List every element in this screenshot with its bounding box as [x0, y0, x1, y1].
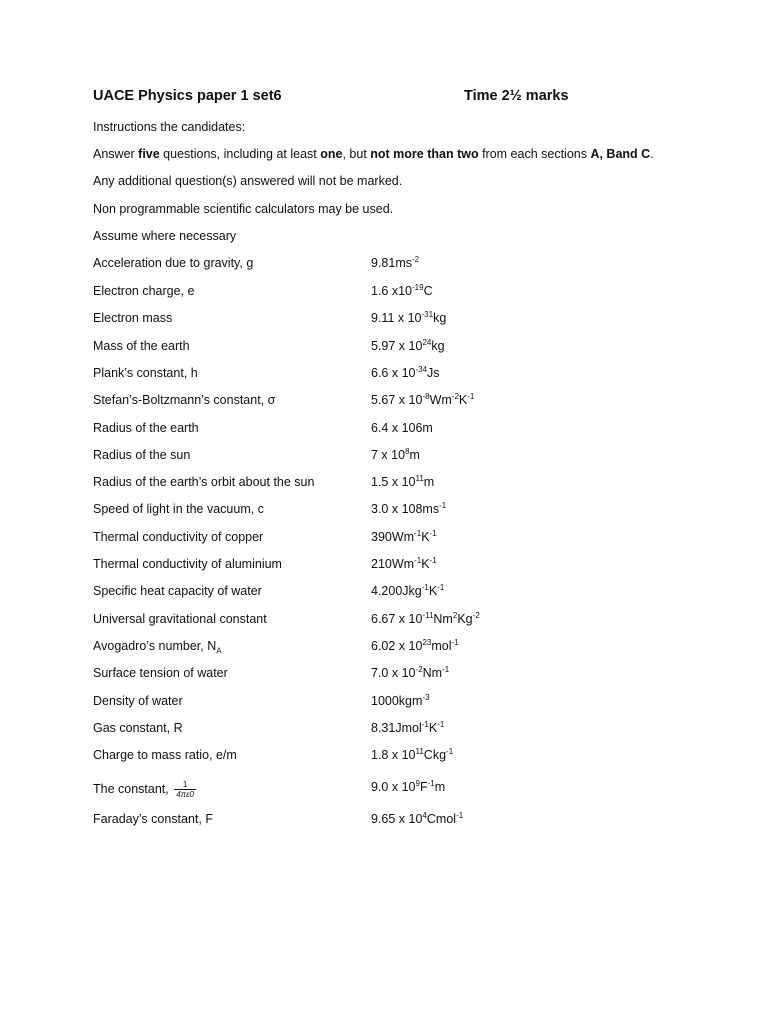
constant-value — [371, 311, 446, 325]
value-unit: Js — [427, 366, 440, 380]
value-exponent: -1 — [456, 810, 464, 820]
constant-label — [93, 448, 190, 462]
constant-label — [93, 721, 183, 735]
value-unit: kg — [433, 311, 447, 325]
value-exponent: 2 — [452, 610, 458, 620]
value-exponent: 11 — [415, 473, 424, 483]
instructions-heading: Instructions the candidates: — [93, 120, 246, 134]
constant-label — [93, 666, 228, 680]
value-exponent: -1 — [467, 391, 475, 401]
value-exponent: -1 — [429, 555, 437, 565]
constant-label — [93, 475, 314, 489]
constant-label — [93, 530, 263, 544]
value-unit: F — [419, 780, 428, 794]
value-text: 5.97 x 10 — [371, 339, 423, 353]
constant-value — [371, 639, 459, 653]
constant-row — [93, 812, 693, 832]
constant-value — [371, 530, 437, 544]
value-unit: m — [423, 475, 435, 489]
constant-row — [93, 530, 693, 550]
constant-row — [93, 748, 693, 768]
constant-label — [93, 393, 275, 407]
constant-label-text: Specific heat capacity of water — [93, 584, 262, 598]
constant-value — [371, 284, 433, 298]
value-exponent: -1 — [437, 719, 445, 729]
value-text: 3.0 x 108ms — [371, 502, 440, 516]
constant-label — [93, 421, 199, 435]
constant-label-text: Surface tension of water — [93, 666, 228, 680]
constant-label — [93, 748, 237, 762]
constant-row — [93, 666, 693, 686]
answer-text-4: from each sections — [478, 147, 591, 161]
constant-label-text: Radius of the earth — [93, 421, 199, 435]
answer-text-3: , but — [342, 147, 371, 161]
value-text: 1.5 x 10 — [371, 475, 416, 489]
value-text: 6.67 x 10 — [371, 612, 423, 626]
value-exponent: 9 — [415, 778, 420, 788]
constant-label-text: Avogadro’s number, N — [93, 639, 217, 653]
constant-value — [371, 502, 446, 516]
value-exponent: -1 — [414, 555, 422, 565]
value-unit: kg — [431, 339, 445, 353]
constant-value — [371, 393, 474, 407]
value-exponent: -1 — [446, 746, 454, 756]
value-exponent: -1 — [451, 637, 459, 647]
value-exponent: -1 — [421, 582, 429, 592]
value-exponent: -2 — [451, 391, 459, 401]
value-text: 9.11 x 10 — [371, 311, 422, 325]
constant-value — [371, 366, 440, 380]
constant-label — [93, 284, 194, 298]
constant-row — [93, 612, 693, 632]
value-exponent: -1 — [427, 778, 435, 788]
value-unit: Cmol — [426, 812, 457, 826]
value-unit: K — [428, 721, 438, 735]
value-text: 1.8 x 10 — [371, 748, 416, 762]
value-unit: m — [409, 448, 420, 462]
value-unit: K — [421, 557, 430, 571]
constant-value — [371, 812, 463, 826]
constant-row — [93, 421, 693, 441]
calculator-note: Non programmable scientific calculators may be used. — [93, 202, 394, 216]
constant-value — [371, 721, 444, 735]
constant-row — [93, 311, 693, 331]
constant-label — [93, 639, 222, 656]
value-text: 7.0 x 10 — [371, 666, 416, 680]
value-unit: K — [421, 530, 430, 544]
constant-label-text: Speed of light in the vacuum, c — [93, 502, 264, 516]
value-exponent: -1 — [429, 528, 437, 538]
answer-text-1: Answer — [93, 147, 139, 161]
value-exponent: 11 — [415, 746, 424, 756]
value-unit: C — [423, 284, 433, 298]
value-unit: Wm — [429, 393, 452, 407]
answer-instruction — [93, 147, 654, 161]
value-text: 9.0 x 10 — [371, 780, 416, 794]
constant-label — [93, 311, 172, 325]
value-text: 5.67 x 10 — [371, 393, 423, 407]
constant-label — [93, 256, 253, 270]
value-text: 6.6 x 10 — [371, 366, 416, 380]
value-exponent: -1 — [437, 582, 445, 592]
paper-title: UACE Physics paper 1 set6 — [93, 88, 282, 104]
constant-label-text: Universal gravitational constant — [93, 612, 267, 626]
value-exponent: -11 — [422, 610, 434, 620]
constant-label-text: Acceleration due to gravity, g — [93, 256, 254, 270]
fraction-symbol — [174, 780, 196, 799]
value-text: 390Wm — [371, 530, 415, 544]
value-exponent: -1 — [421, 719, 429, 729]
constant-label-text: Stefan’s-Boltzmann’s constant, σ — [93, 393, 276, 407]
constant-label — [93, 339, 190, 353]
constant-label-text: Electron charge, e — [93, 284, 195, 298]
value-exponent: 23 — [422, 637, 432, 647]
constant-value — [371, 666, 449, 680]
value-exponent: -2 — [472, 610, 480, 620]
constant-value — [371, 557, 437, 571]
time-label: Time 2½ marks — [464, 88, 569, 104]
constant-label-text: Charge to mass ratio, e/m — [93, 748, 237, 762]
constant-value — [371, 694, 430, 708]
constant-row — [93, 502, 693, 522]
additional-note: Any additional question(s) answered will not be marked. — [93, 174, 403, 188]
value-text: 9.81ms — [371, 256, 412, 270]
value-text: 4.200Jkg — [371, 584, 422, 598]
constant-label-text: Radius of the sun — [93, 448, 191, 462]
value-unit: K — [428, 584, 438, 598]
value-text: 9.65 x 10 — [371, 812, 423, 826]
constant-value — [371, 256, 419, 270]
constant-row — [93, 475, 693, 495]
constant-label — [93, 612, 267, 626]
value-exponent: -8 — [422, 391, 430, 401]
constant-label-text: Faraday’s constant, F — [93, 812, 213, 826]
value-exponent: 24 — [422, 337, 432, 347]
constant-value — [371, 584, 444, 598]
value-exponent: -3 — [422, 692, 430, 702]
value-text: 7 x 10 — [371, 448, 406, 462]
constant-value — [371, 780, 445, 794]
constant-row — [93, 584, 693, 604]
constant-row — [93, 256, 693, 276]
constant-row — [93, 694, 693, 714]
value-exponent: -1 — [439, 500, 447, 510]
constant-row — [93, 366, 693, 386]
constant-label — [93, 780, 196, 799]
constant-row — [93, 339, 693, 359]
value-text: 6.02 x 10 — [371, 639, 423, 653]
value-text: 6.4 x 106m — [371, 421, 433, 435]
constant-label-text: Plank’s constant, h — [93, 366, 198, 380]
value-exponent: -1 — [414, 528, 422, 538]
value-unit: Nm — [422, 666, 443, 680]
label-subscript: A — [216, 646, 222, 656]
constant-label-text: Radius of the earth’s orbit about the sun — [93, 475, 315, 489]
constant-label-text: Thermal conductivity of aluminium — [93, 557, 282, 571]
constant-label-text: Density of water — [93, 694, 183, 708]
value-exponent: -2 — [412, 254, 420, 264]
answer-text-2: questions, including at least — [159, 147, 321, 161]
constant-label — [93, 694, 183, 708]
value-text: 8.31Jmol — [371, 721, 422, 735]
answer-bold-limit: not more than two — [370, 147, 479, 161]
value-text: 1000kgm — [371, 694, 423, 708]
constant-row — [93, 639, 693, 659]
constant-label-text: The constant, — [93, 781, 173, 796]
value-exponent: -31 — [421, 309, 434, 319]
constant-row — [93, 393, 693, 413]
constant-value — [371, 748, 453, 762]
value-unit: m — [434, 780, 446, 794]
constant-value — [371, 612, 480, 626]
constant-row — [93, 284, 693, 304]
value-exponent: 4 — [422, 810, 427, 820]
header — [93, 88, 653, 104]
value-unit: Nm — [433, 612, 453, 626]
constant-label — [93, 366, 198, 380]
constant-value — [371, 339, 445, 353]
constant-label — [93, 502, 264, 516]
constant-label-text: Electron mass — [93, 311, 173, 325]
constant-row — [93, 557, 693, 577]
constant-label — [93, 584, 262, 598]
value-text: 210Wm — [371, 557, 415, 571]
constant-row — [93, 448, 693, 468]
assume-note: Assume where necessary — [93, 229, 237, 243]
value-unit: mol — [431, 639, 452, 653]
constant-label-text: Thermal conductivity of copper — [93, 530, 264, 544]
constant-value — [371, 421, 433, 435]
constant-label — [93, 812, 213, 826]
fraction-denominator: 4πε0 — [176, 790, 194, 799]
value-exponent: -1 — [442, 664, 450, 674]
value-exponent: -2 — [415, 664, 423, 674]
value-unit: K — [458, 393, 468, 407]
constant-label-text: Gas constant, R — [93, 721, 183, 735]
constant-row — [93, 780, 693, 800]
value-unit: Kg — [457, 612, 473, 626]
answer-bold-five: five — [138, 147, 160, 161]
answer-bold-sections: A, Band C — [590, 147, 651, 161]
constant-value — [371, 448, 420, 462]
constant-label-text: Mass of the earth — [93, 339, 190, 353]
value-exponent: -34 — [415, 364, 428, 374]
value-exponent: 8 — [405, 446, 410, 456]
constant-label — [93, 557, 282, 571]
constant-row — [93, 721, 693, 741]
constant-value — [371, 475, 434, 489]
fraction-numerator: 1 — [174, 780, 196, 790]
answer-bold-one: one — [320, 147, 343, 161]
answer-text-5: . — [650, 147, 654, 161]
value-unit: Ckg — [423, 748, 447, 762]
value-text: 1.6 x10 — [371, 284, 413, 298]
value-exponent: -19 — [412, 282, 424, 292]
